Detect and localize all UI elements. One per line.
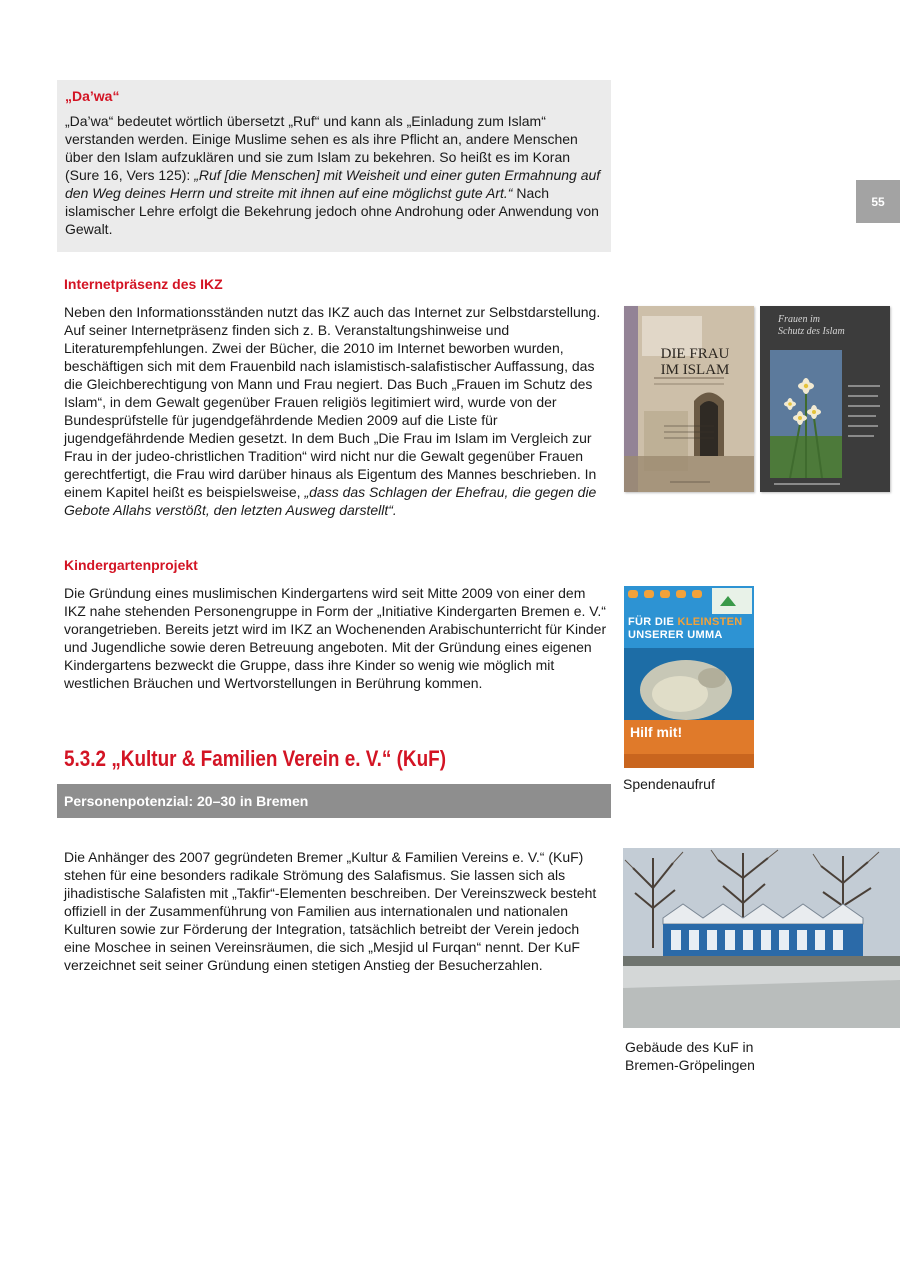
poster-art bbox=[624, 586, 754, 768]
book-cover-art bbox=[624, 306, 754, 492]
poster-line1 bbox=[628, 616, 754, 629]
donation-poster bbox=[624, 586, 754, 768]
book1-title-line2: IM ISLAM bbox=[660, 362, 730, 378]
kuf-section-title: 5.3.2 „Kultur & Familien Verein e. V.“ (KuF) bbox=[64, 746, 447, 771]
kuf-text: Die Anhänger des 2007 gegründeten Bremer „Kultur & Familien Vereins e. V.“ (KuF) stehen für eine besonders radikale Strömung des Salafismus. Sie lassen sich als jihadistische Salafisten mit „Takfir“-Elementen beschreiben. Der Vereinszweck besteht offiziell in der Zusammenführung von Familien aus internationalen und nationalen Kulturen sowie zur Förderung der Integration, tatsächlich betreibt der Verein jedoch eine Moschee in seinen Vereinsräumen, die sich „Mesjid ul Furqan“ nennt. Der KuF verzeichnet seit seiner Gründung einen stetigen Anstieg der Besucherzahlen. bbox=[64, 849, 597, 973]
book2-title-line2: Schutz des Islam bbox=[778, 326, 845, 337]
building-caption-line1: Gebäude des KuF in bbox=[625, 1039, 754, 1055]
poster-caption: Spendenaufruf bbox=[623, 776, 715, 792]
dawa-heading: „Da’wa“ bbox=[65, 88, 120, 104]
dawa-info-box bbox=[57, 80, 611, 252]
book2-title-line1: Frauen im bbox=[778, 314, 820, 325]
book-cover-die-frau-im-islam bbox=[624, 306, 754, 492]
kindergarten-heading: Kindergartenprojekt bbox=[64, 557, 198, 573]
book1-title bbox=[636, 346, 754, 378]
kuf-section bbox=[64, 848, 609, 974]
page-number: 55 bbox=[856, 180, 900, 223]
building-photo-art bbox=[623, 848, 900, 1028]
personenpotenzial-bar: Personenpotenzial: 20–30 in Bremen bbox=[57, 784, 611, 818]
dawa-text-end: Nach islamischer Lehre erfolgt die Bekehrung jedoch ohne Androhung oder Anwendung von Gewalt. bbox=[65, 185, 599, 237]
building-caption bbox=[625, 1038, 755, 1074]
poster-help-text: Hilf mit! bbox=[630, 724, 683, 740]
poster-line1-a: FÜR DIE bbox=[628, 616, 678, 628]
ikz-heading: Internetpräsenz des IKZ bbox=[64, 276, 223, 292]
ikz-text bbox=[64, 303, 609, 519]
poster-line1-b: KLEINSTEN bbox=[677, 616, 743, 628]
dawa-quran-quote: „Ruf [die Menschen] mit Weisheit und einer guten Ermahnung auf den Weg deines Herrn und streite mit ihnen auf eine möglichst gute Art.“ bbox=[65, 167, 601, 201]
building-caption-line2: Bremen-Gröpelingen bbox=[625, 1057, 755, 1073]
ikz-internet-section bbox=[64, 276, 609, 519]
book-cover-frauen-im-schutz-des-islam bbox=[760, 306, 890, 492]
ikz-text-body: Neben den Informationsständen nutzt das IKZ auch das Internet zur Selbstdarstellung. Auf seiner Internetpräsenz finden sich z. B. Veranstaltungshinweise und Literaturempfehlungen. Zwei der Bücher, die 2010 im Internet beworben wurden, beschäftigen sich mit dem Frauenbild nach islamistisch-salafistischer Auffassung, das die Gleichberechtigung von Mann und Frau negiert. Das Buch „Frauen im Schutz des Islam“, in dem Gewalt gegenüber Frauen religiös legitimiert wird, wurde von der Bundesprüfstelle für jugendgefährdende Medien 2009 auf die Liste für jugendgefährdende Medien gesetzt. In dem Buch „Die Frau im Islam im Vergleich zur Frau in der judeo-christlichen Tradition“ wird nicht nur die Gewalt gegenüber Frauen gerechtfertigt, die Frau wird darüber hinaus als Eigentum des Mannes beschrieben. In einem Kapitel heißt es beispielsweise, bbox=[64, 304, 601, 500]
kindergarten-section bbox=[64, 557, 609, 692]
kuf-building-photo bbox=[623, 848, 900, 1028]
dawa-text bbox=[65, 112, 603, 238]
dawa-text-intro: „Da’wa“ bedeutet wörtlich übersetzt „Ruf“ und kann als „Einladung zum Islam“ verstanden werden. Einige Muslime sehen es als ihre Pflicht an, andere Menschen über den Islam aufzuklären und sie zum Islam zu bekehren. So heißt es im Koran (Sure 16, Vers 125): bbox=[65, 113, 578, 183]
poster-headline bbox=[628, 616, 754, 642]
book2-title bbox=[778, 314, 886, 338]
book1-title-line1: DIE FRAU bbox=[660, 346, 730, 362]
ikz-quote: „dass das Schlagen der Ehefrau, die gegen die Gebote Allahs verstößt, den letzten Ausweg darstellt“. bbox=[64, 484, 597, 518]
poster-line2: UNSERER UMMA bbox=[628, 629, 723, 641]
kindergarten-text: Die Gründung eines muslimischen Kindergartens wird seit Mitte 2009 von einer dem IKZ nahe stehenden Personengruppe in Form der „Initiative Kindergarten Bremen e. V.“ vorangetrieben. Bereits jetzt wird im IKZ an Wochenenden Arabischunterricht für Kinder und Jugendliche sowie deren Betreuung angeboten. Mit der Gründung eines eigenen Kindergartens bezweckt die Gruppe, dass ihre Kinder so wenig wie möglich mit westlichen Bräuchen und Wertvorstellungen in Berührung kommen. bbox=[64, 585, 607, 691]
